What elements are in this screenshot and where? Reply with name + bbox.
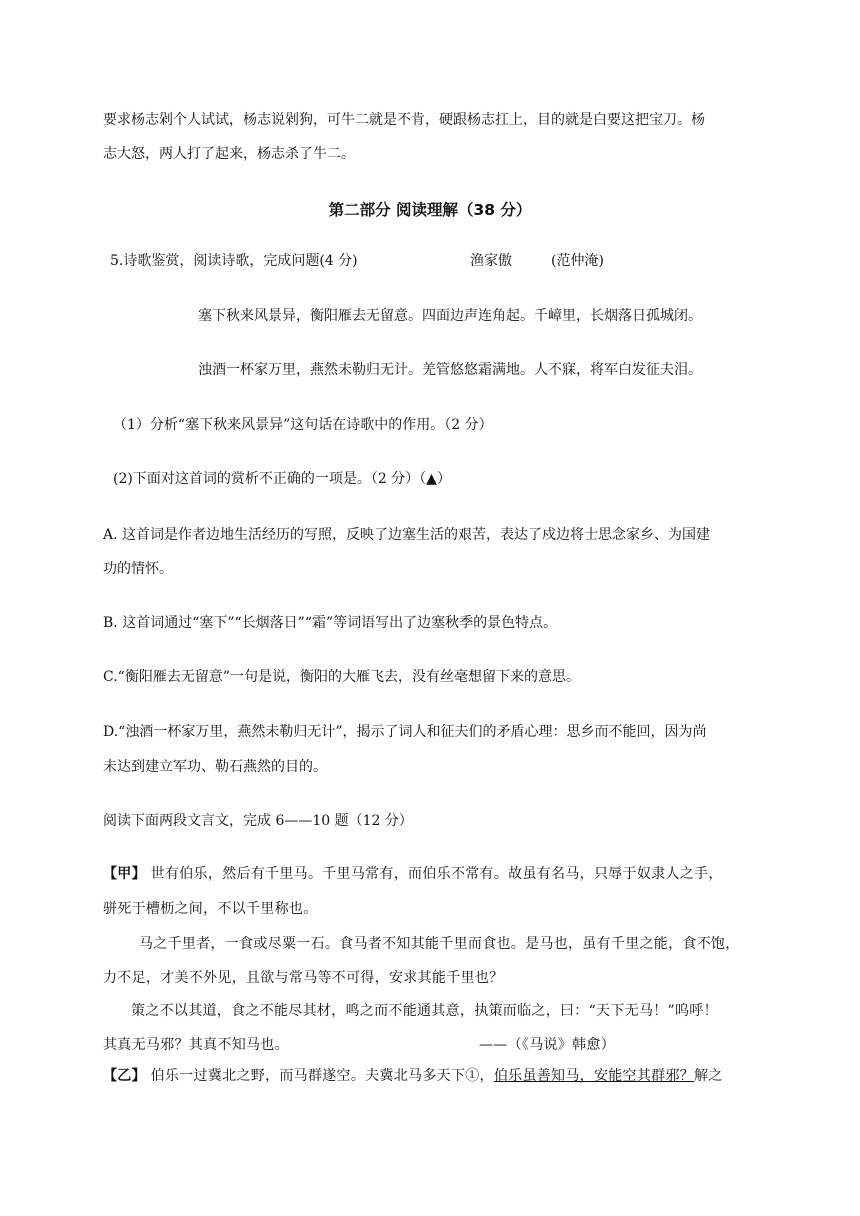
option-d-cont: 未达到建立军功、勒石燕然的目的。	[103, 759, 327, 775]
question-5-1: （1）分析“塞下秋来风景异”这句话在诗歌中的作用。（2 分）	[113, 417, 493, 433]
poem-line: 浊酒一杯家万里，燕然未勒归无计。羌管悠悠霜满地。人不寐，将军白发征夫泪。	[198, 362, 702, 378]
instruction: 阅读下面两段文言文，完成 6——10 题（12 分）	[103, 813, 413, 829]
passage-text: 伯乐一过冀北之野，而马群遂空。夫冀北马多天下①，	[145, 1068, 494, 1084]
passage-text: 马之千里者，一食或尽粟一石。食马者不知其能千里而食也。是马也，虽有千里之能，食不饱，	[139, 936, 740, 952]
question-5: 5.诗歌鉴赏，阅读诗歌，完成问题(4 分)	[110, 253, 358, 269]
poem-line: 塞下秋来风景异，衡阳雁去无留意。四面边声连角起。千嶂里，长烟落日孤城闭。	[198, 308, 702, 324]
text-line: 志大怒，两人打了起来，杨志杀了牛二。	[103, 146, 355, 162]
option-d: D.“浊酒一杯家万里，燕然未勒归无计”，揭示了词人和征夫们的矛盾心理：思乡而不能回，因为尚	[103, 724, 707, 740]
text-line: 要求杨志剁个人试试，杨志说剁狗，可牛二就是不肯，硬跟杨志扛上，目的就是白要这把宝刀。杨	[103, 112, 705, 128]
option-a: A. 这首词是作者边地生活经历的写照，反映了边塞生活的艰苦，表达了戍边将士思念家乡、为国建	[103, 527, 711, 543]
passage-text: 其真无马邪？其真不知马也。	[103, 1037, 289, 1053]
option-b: B. 这首词通过“塞下”“长烟落日”“霜”等词语写出了边塞秋季的景色特点。	[103, 615, 558, 631]
passage-yi-label: 【乙】	[103, 1068, 146, 1084]
passage-text: 骈死于槽枥之间，不以千里称也。	[103, 901, 318, 917]
poem-author: (范仲淹)	[551, 253, 604, 269]
passage-yi-line1	[103, 1066, 723, 1086]
passage-jia-line1	[103, 864, 723, 884]
passage-text: 力不足，才美不外见，且欲与常马等不可得，安求其能千里也？	[103, 970, 504, 986]
question-5-2: (2)下面对这首词的赏析不正确的一项是。（2 分）（▲）	[113, 471, 451, 487]
poem-title: 渔家傲	[470, 253, 512, 269]
passage-text: 世有伯乐，然后有千里马。千里马常有，而伯乐不常有。故虽有名马，只辱于奴隶人之手，	[145, 866, 723, 882]
option-c: C.“衡阳雁去无留意”一句是说，衡阳的大雁飞去，没有丝毫想留下来的意思。	[103, 669, 580, 685]
underlined-sentence: 伯乐虽善知马，安能空其群邪？	[493, 1068, 695, 1084]
section-title: 第二部分 阅读理解（38 分）	[328, 201, 532, 219]
passage-text: 解之	[694, 1068, 723, 1084]
passage-text: 策之不以其道，食之不能尽其材，鸣之而不能通其意，执策而临之，曰：“天下无马！”呜呼！	[131, 1003, 718, 1019]
passage-source: ——（《马说》韩愈）	[479, 1037, 615, 1053]
option-a-cont: 功的情怀。	[103, 561, 173, 577]
passage-jia-label: 【甲】	[103, 866, 146, 882]
